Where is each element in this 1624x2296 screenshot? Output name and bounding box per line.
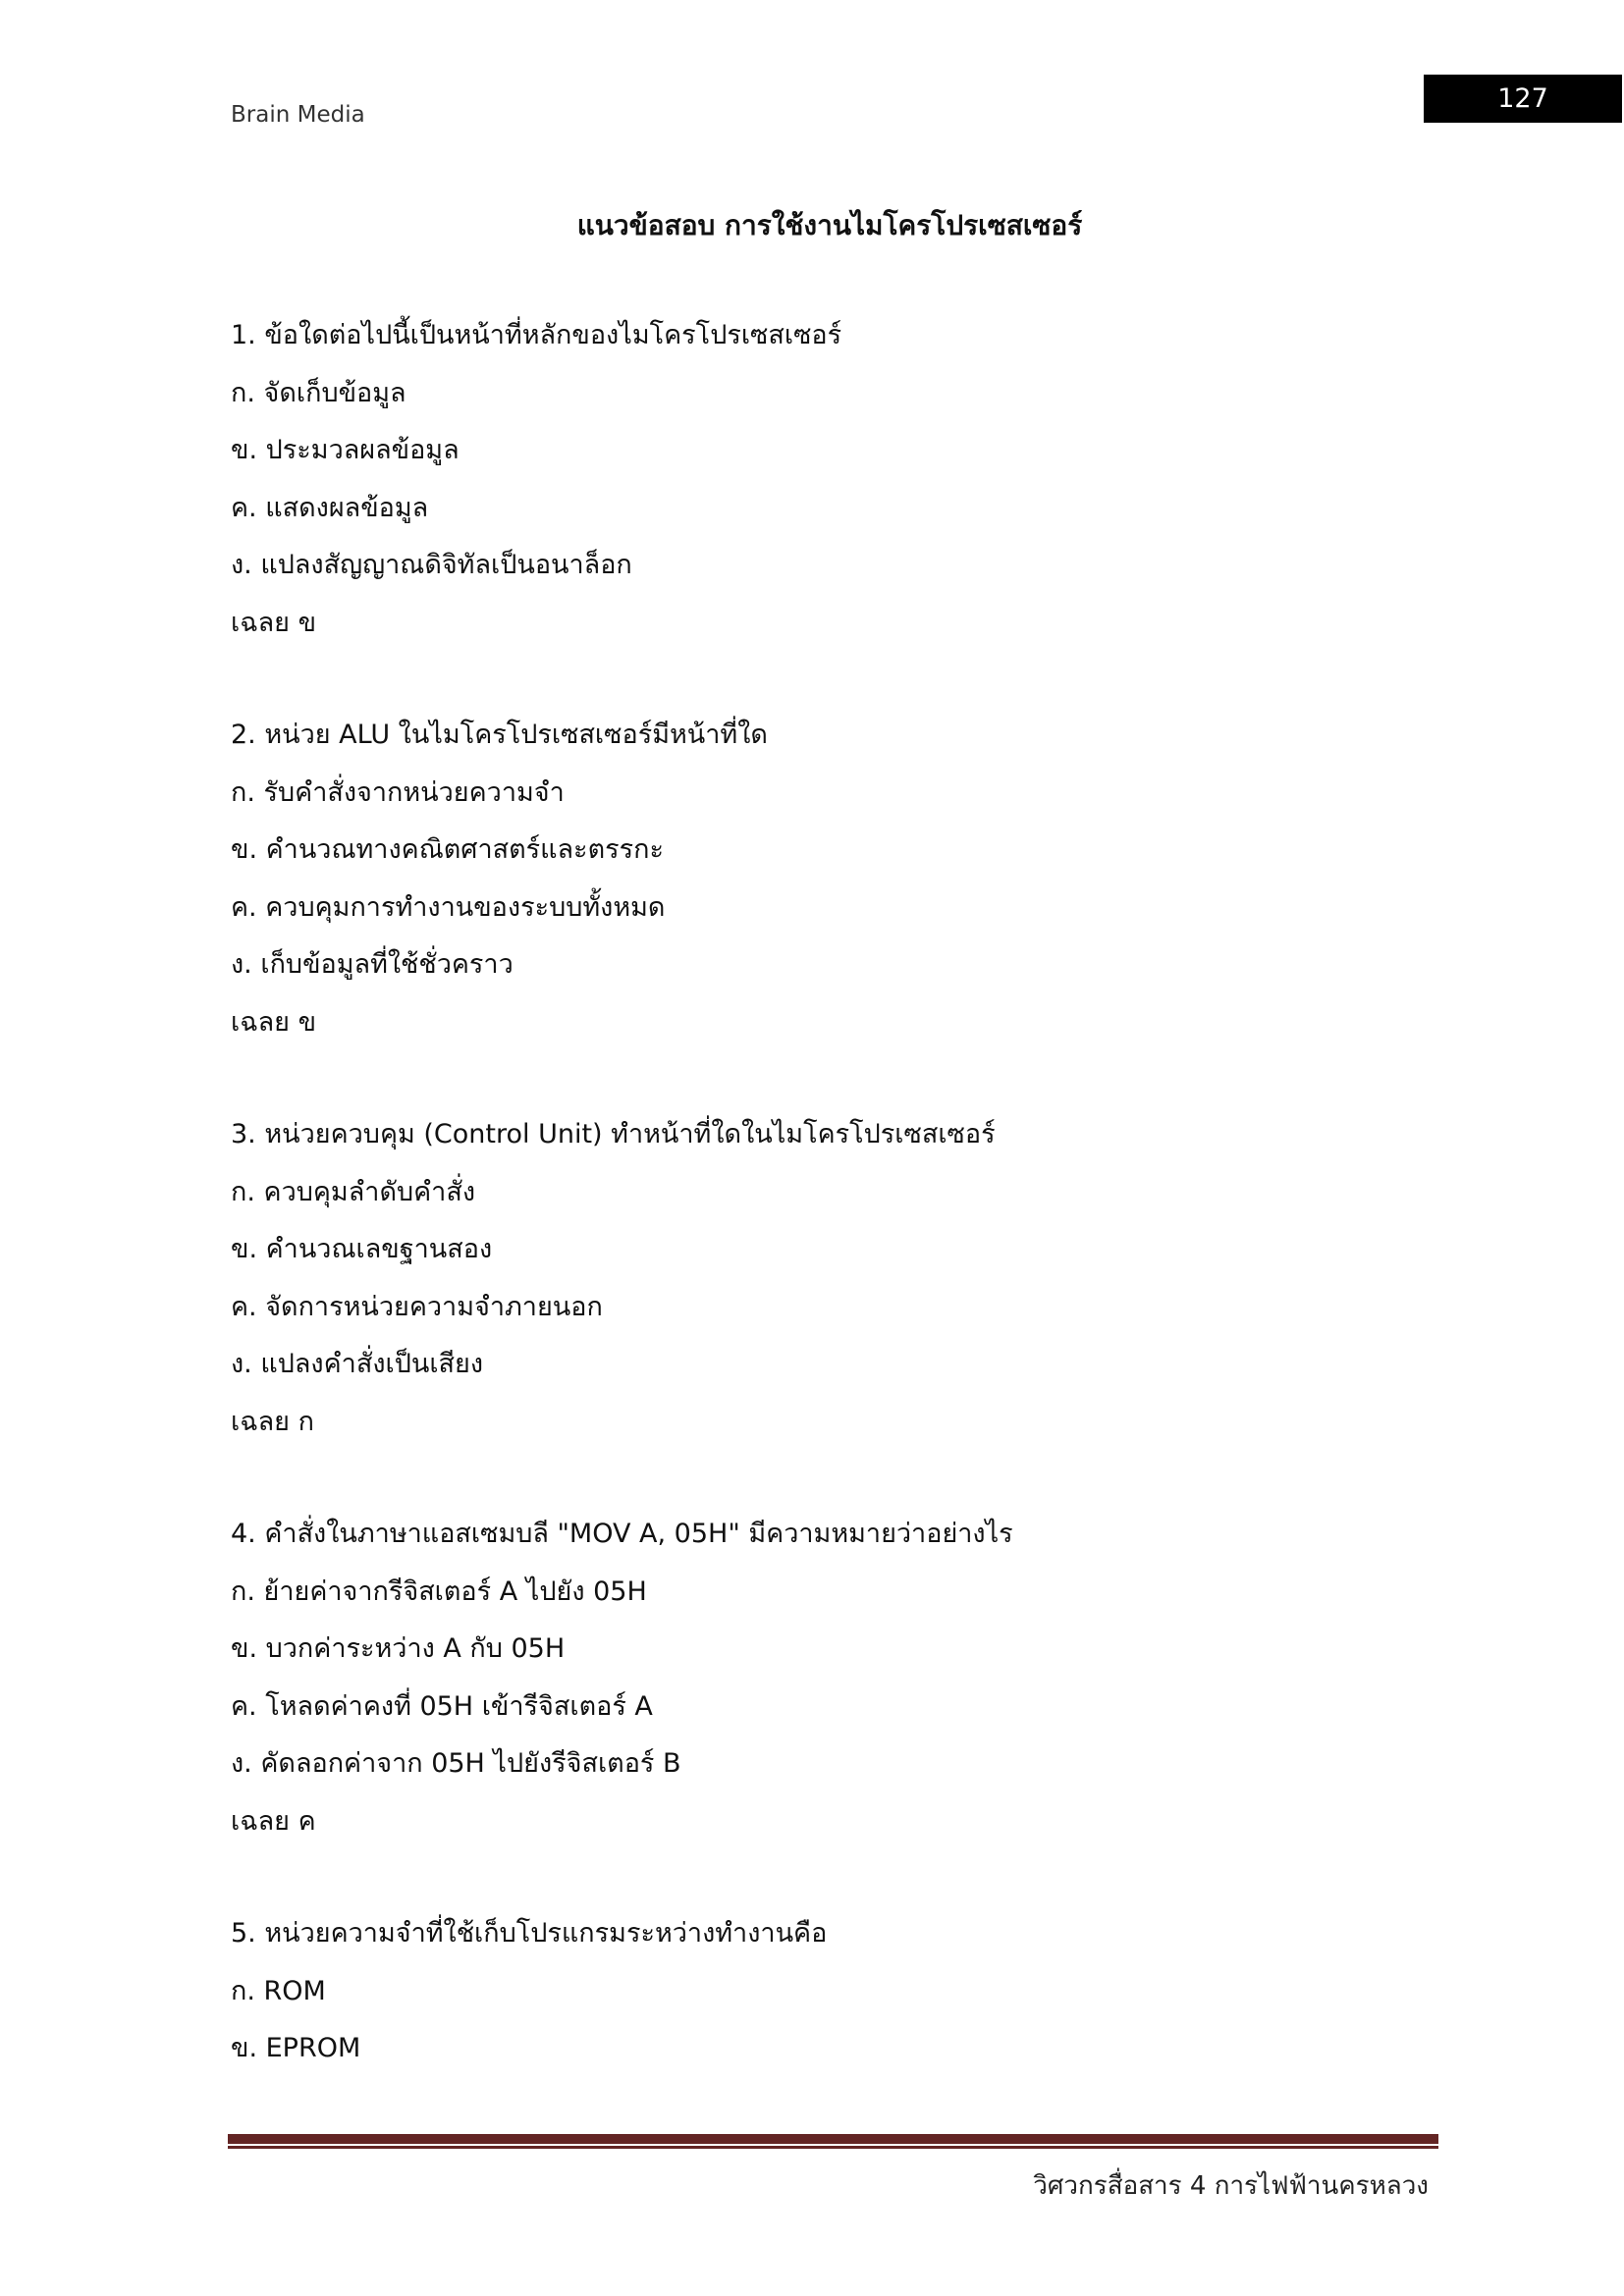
- option: ค. จัดการหน่วยความจำภายนอก: [231, 1291, 603, 1322]
- option: ง. แปลงสัญญาณดิจิทัลเป็นอนาล็อก: [231, 550, 632, 580]
- footer-rule-thin: [228, 2146, 1438, 2149]
- option: ข. คำนวณเลขฐานสอง: [231, 1234, 493, 1264]
- option: ข. บวกค่าระหว่าง A กับ 05H: [231, 1633, 566, 1664]
- option: ง. คัดลอกค่าจาก 05H ไปยังรีจิสเตอร์ B: [231, 1748, 681, 1779]
- option: ง. แปลงคำสั่งเป็นเสียง: [231, 1349, 484, 1379]
- option: ค. โหลดค่าคงที่ 05H เข้ารีจิสเตอร์ A: [231, 1690, 653, 1722]
- option: ค. แสดงผลข้อมูล: [231, 492, 429, 523]
- option: ข. ประมวลผลข้อมูล: [231, 435, 460, 465]
- footer-text: วิศวกรสื่อสาร 4 การไฟฟ้านครหลวง: [1033, 2171, 1429, 2201]
- answer: เฉลย ก: [231, 1406, 314, 1437]
- question-2: [231, 707, 1409, 1051]
- option: ค. ควบคุมการทำงานของระบบทั้งหมด: [231, 891, 666, 923]
- question-4: [231, 1506, 1409, 1850]
- option: ข. คำนวณทางคณิตศาสตร์และตรรกะ: [231, 834, 664, 865]
- option: ง. เก็บข้อมูลที่ใช้ชั่วคราว: [231, 949, 514, 980]
- question-text: 3. หน่วยควบคุม (Control Unit) ทำหน้าที่ใดในไมโครโปรเซสเซอร์: [231, 1119, 996, 1149]
- option: ก. ROM: [231, 1975, 326, 2006]
- question-text: 2. หน่วย ALU ในไมโครโปรเซสเซอร์มีหน้าที่ใด: [231, 720, 768, 750]
- question-text: 4. คำสั่งในภาษาแอสเซมบลี "MOV A, 05H" มีความหมายว่าอย่างไร: [231, 1519, 1013, 1549]
- page-title: แนวข้อสอบ การใช้งานไมโครโปรเซสเซอร์: [576, 209, 1083, 241]
- option: ข. EPROM: [231, 2033, 361, 2063]
- option: ก. ย้ายค่าจากรีจิสเตอร์ A ไปยัง 05H: [231, 1575, 647, 1607]
- page-number: 127: [1424, 75, 1622, 123]
- footer-rule-thick: [228, 2134, 1438, 2144]
- answer: เฉลย ข: [231, 1006, 317, 1038]
- option: ก. จัดเก็บข้อมูล: [231, 377, 406, 408]
- question-5: [231, 1905, 1409, 2078]
- answer: เฉลย ค: [231, 1805, 316, 1837]
- option: ก. ควบคุมลำดับคำสั่ง: [231, 1176, 475, 1207]
- publisher-name: Brain Media: [231, 102, 365, 128]
- question-3: [231, 1106, 1409, 1451]
- question-text: 1. ข้อใดต่อไปนี้เป็นหน้าที่หลักของไมโครโปรเซสเซอร์: [231, 320, 842, 350]
- question-text: 5. หน่วยความจำที่ใช้เก็บโปรแกรมระหว่างทำงานคือ: [231, 1918, 828, 1949]
- option: ก. รับคำสั่งจากหน่วยความจำ: [231, 776, 565, 808]
- question-1: [231, 307, 1409, 652]
- answer: เฉลย ข: [231, 607, 317, 638]
